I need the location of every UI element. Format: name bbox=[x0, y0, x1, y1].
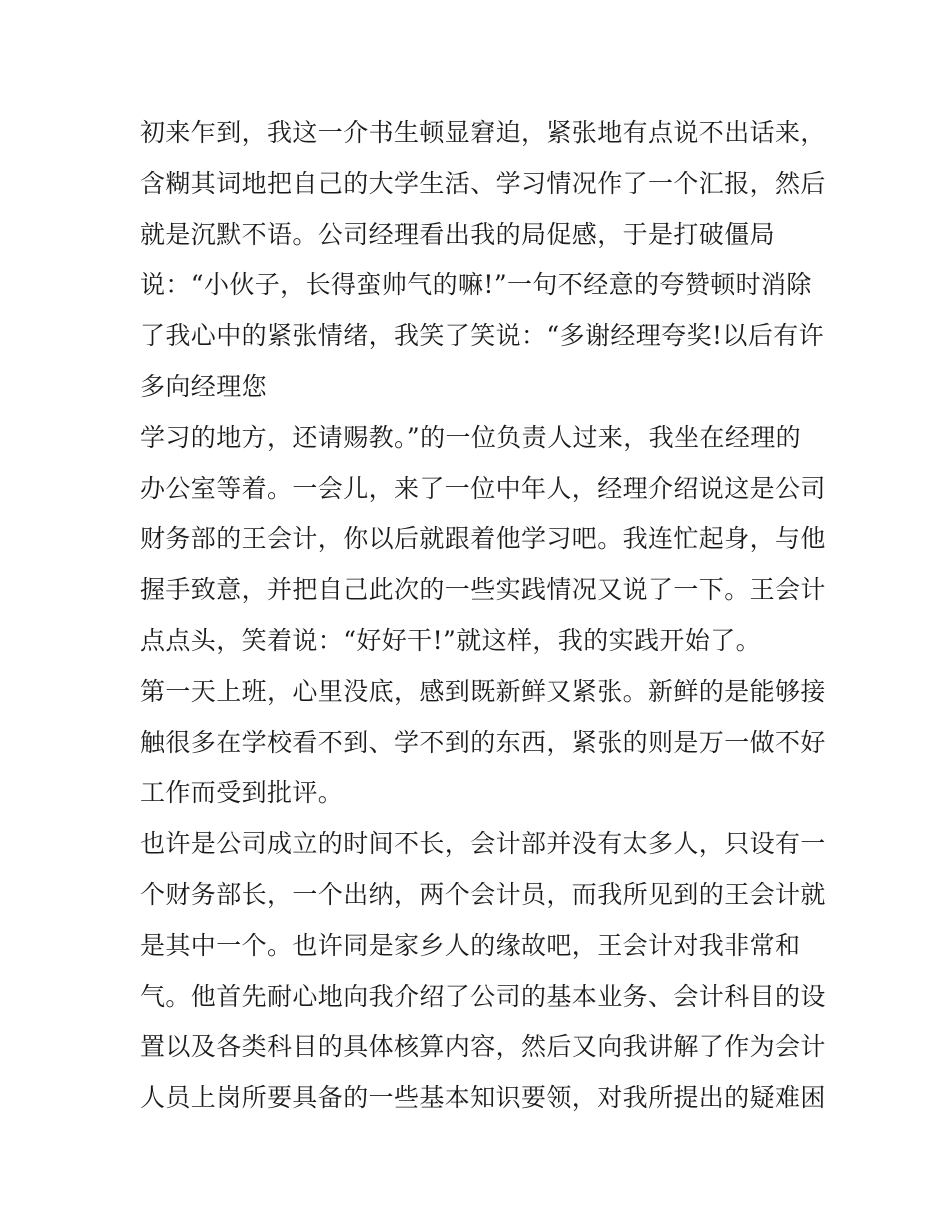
text-line: 了我心中的紧张情绪，我笑了笑说：“多谢经理夸奖!以后有许 bbox=[140, 321, 825, 351]
text-line: 气。他首先耐心地向我介绍了公司的基本业务、会计科目的设 bbox=[140, 981, 826, 1011]
text-line: 学习的地方，还请赐教。”的一位负责人过来，我坐在经理的 bbox=[140, 422, 802, 452]
text-line: 置以及各类科目的具体核算内容，然后又向我讲解了作为会计 bbox=[140, 1032, 826, 1062]
text-line: 含糊其词地把自己的大学生活、学习情况作了一个汇报，然后 bbox=[140, 168, 826, 198]
text-line: 工作而受到批评。 bbox=[140, 778, 344, 808]
text-line: 人员上岗所要具备的一些基本知识要领，对我所提出的疑难困 bbox=[140, 1083, 826, 1113]
text-line: 第一天上班，心里没底，感到既新鲜又紧张。新鲜的是能够接 bbox=[140, 676, 826, 706]
body-text bbox=[140, 108, 826, 1124]
text-line: 握手致意，并把自己此次的一些实践情况又说了一下。王会计 bbox=[140, 575, 826, 605]
text-line: 多向经理您 bbox=[140, 371, 268, 401]
text-line: 就是沉默不语。公司经理看出我的局促感，于是打破僵局 bbox=[140, 219, 776, 249]
text-line: 说：“小伙子，长得蛮帅气的嘛!”一句不经意的夸赞顿时消除 bbox=[140, 270, 812, 300]
text-line: 个财务部长，一个出纳，两个会计员，而我所见到的王会计就 bbox=[140, 879, 826, 909]
text-line: 财务部的王会计，你以后就跟着他学习吧。我连忙起身，与他 bbox=[140, 524, 826, 554]
text-line: 也许是公司成立的时间不长，会计部并没有太多人，只设有一 bbox=[140, 829, 826, 859]
text-line: 是其中一个。也许同是家乡人的缘故吧，王会计对我非常和 bbox=[140, 930, 801, 960]
text-line: 触很多在学校看不到、学不到的东西，紧张的则是万一做不好 bbox=[140, 727, 826, 757]
text-line: 点点头，笑着说：“好好干!”就这样，我的实践开始了。 bbox=[140, 625, 762, 655]
text-line: 初来乍到，我这一介书生顿显窘迫，紧张地有点说不出话来， bbox=[140, 118, 826, 147]
text-line: 办公室等着。一会儿，来了一位中年人，经理介绍说这是公司 bbox=[140, 473, 826, 503]
